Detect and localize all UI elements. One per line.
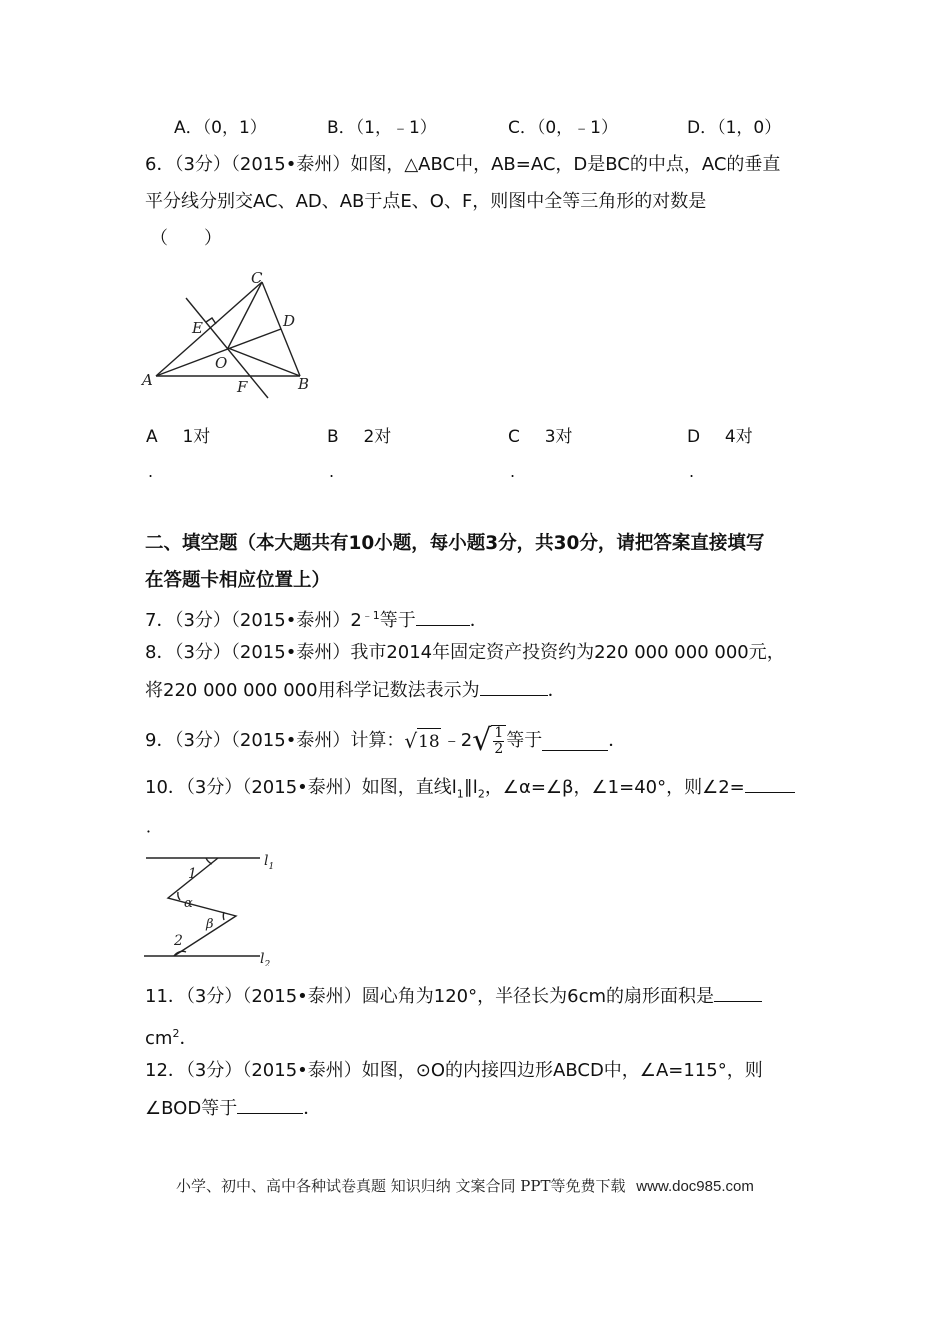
q6-label-e: E [192, 319, 203, 337]
q11-answer-blank[interactable] [714, 983, 762, 1002]
q7-exponent: ﹣1 [361, 609, 380, 622]
q8-line1: 8．（3分）（2015•泰州）我市2014年固定资产投资约为220 000 000 000元， [145, 642, 785, 663]
q9-suffix: 等于 [506, 730, 543, 751]
q11-line1: 11．（3分）（2015•泰州）圆心角为120°，半径长为6cm的扇形面积是 [145, 986, 715, 1007]
q10-line [145, 774, 795, 808]
q6-label-d: D [283, 312, 296, 330]
q6-label-f: F [237, 378, 248, 396]
q9-frac-num: 1 [494, 725, 504, 741]
q6-option-b-dot: . [329, 462, 335, 481]
q6-label-a: A [142, 371, 153, 389]
q6-label-c: C [251, 269, 263, 287]
q5-option-c: C．（0，﹣1） [508, 118, 619, 138]
q5-option-b: B．（1，﹣1） [327, 118, 437, 138]
q6-option-c-text: 3对 [544, 427, 573, 447]
q6-option-c-letter: C [508, 427, 520, 447]
q10-answer-blank[interactable] [745, 774, 795, 793]
q12-line2-wrap [145, 1095, 321, 1122]
q6-option-a-letter: A [146, 427, 158, 447]
q9-minus: ﹣2 [442, 730, 473, 751]
q11-unit: cm [145, 1028, 173, 1049]
q10-dot: ． [146, 817, 163, 836]
q9-line [145, 725, 626, 757]
q9-prefix: 9．（3分）（2015•泰州）计算： [145, 730, 405, 751]
q9-sqrt18-radicand: 18 [417, 728, 441, 755]
q6-option-a-dot: . [148, 462, 154, 481]
q9-frac-den: 2 [494, 741, 504, 757]
q9-sqrt18: √ 18 [404, 728, 440, 753]
q6-option-a [146, 424, 210, 450]
q9-end: ． [608, 730, 627, 751]
q7-answer-blank[interactable] [416, 607, 470, 626]
q6-option-c-dot: . [510, 462, 516, 481]
q6-option-d [687, 424, 753, 450]
q10-label-l1: $l_1$ [264, 853, 275, 872]
q6-line2: 平分线分别交AC、AD、AB于点E、O、F，则图中全等三角形的对数是 [145, 191, 707, 212]
q8-line2: 将220 000 000 000用科学记数法表示为 [145, 680, 480, 701]
q12-end: ． [303, 1098, 322, 1119]
q6-option-b-letter: B [327, 427, 339, 447]
q9-answer-blank[interactable] [542, 732, 608, 751]
q10-label-1: 1 [188, 866, 197, 882]
q9-sqrt-half: √ $\frac{1}{2}$ [472, 725, 506, 757]
q6-label-b: B [298, 375, 310, 393]
q7-line [145, 603, 488, 634]
footer-url-link[interactable]: www.doc985.com [636, 1178, 754, 1195]
q6-line3: （ ） [150, 228, 222, 249]
q8-answer-blank[interactable] [480, 677, 548, 696]
q10-sub1: 1 [456, 787, 464, 801]
q6-label-o: O [215, 354, 228, 372]
q11-unit-exp: 2 [172, 1027, 180, 1040]
q6-option-b [327, 424, 391, 450]
q8-end: ． [547, 680, 566, 701]
q7-end: ． [469, 610, 488, 631]
q6-option-d-letter: D [687, 427, 701, 447]
q11-line2 [145, 1021, 197, 1052]
q12-line1: 12．（3分）（2015•泰州）如图，⊙O的内接四边形ABCD中，∠A=115°，则 [145, 1060, 763, 1081]
q10-label-2: 2 [174, 933, 183, 949]
section2-heading-line1: 二、填空题（本大题共有10小题，每小题3分，共30分，请把答案直接填写 [145, 533, 765, 554]
q11-end: ． [179, 1028, 198, 1049]
q5-option-a: A．（0，1） [174, 118, 267, 138]
q7-prefix: 7．（3分）（2015•泰州）2 [145, 610, 362, 631]
q12-line2: ∠BOD等于 [145, 1098, 238, 1119]
footer-text: 小学、初中、高中各种试卷真题 知识归纳 文案合同 PPT等免费下载 [176, 1177, 626, 1195]
q11-line1-wrap [145, 983, 762, 1010]
q10-mid: ∥l [463, 777, 478, 798]
q10-label-beta: β [206, 917, 214, 932]
q10-label-l2: $l_2$ [260, 951, 271, 966]
q10-sub2: 2 [477, 787, 485, 801]
q8-line2-wrap [145, 677, 566, 704]
q6-option-b-text: 2对 [363, 427, 392, 447]
q6-option-d-dot: . [689, 462, 695, 481]
q6-line1: 6．（3分）（2015•泰州）如图，△ABC中，AB=AC，D是BC的中点，AC的垂直 [145, 154, 781, 175]
q10-label-alpha: α [184, 896, 193, 911]
q12-answer-blank[interactable] [237, 1095, 303, 1114]
q6-triangle-figure [140, 268, 330, 403]
q6-option-a-text: 1对 [182, 427, 211, 447]
q10-prefix: 10．（3分）（2015•泰州）如图，直线l [145, 777, 457, 798]
q6-option-c [508, 424, 573, 450]
q6-option-d-text: 4对 [724, 427, 753, 447]
page-footer [176, 1175, 754, 1196]
q10-rest: ，∠α=∠β，∠1=40°，则∠2= [484, 777, 745, 798]
q5-option-d: D．（1，0） [687, 118, 782, 138]
section2-heading-line2: 在答题卡相应位置上） [145, 570, 331, 591]
q7-suffix: 等于 [379, 610, 416, 631]
q10-parallel-lines-figure [140, 848, 285, 966]
